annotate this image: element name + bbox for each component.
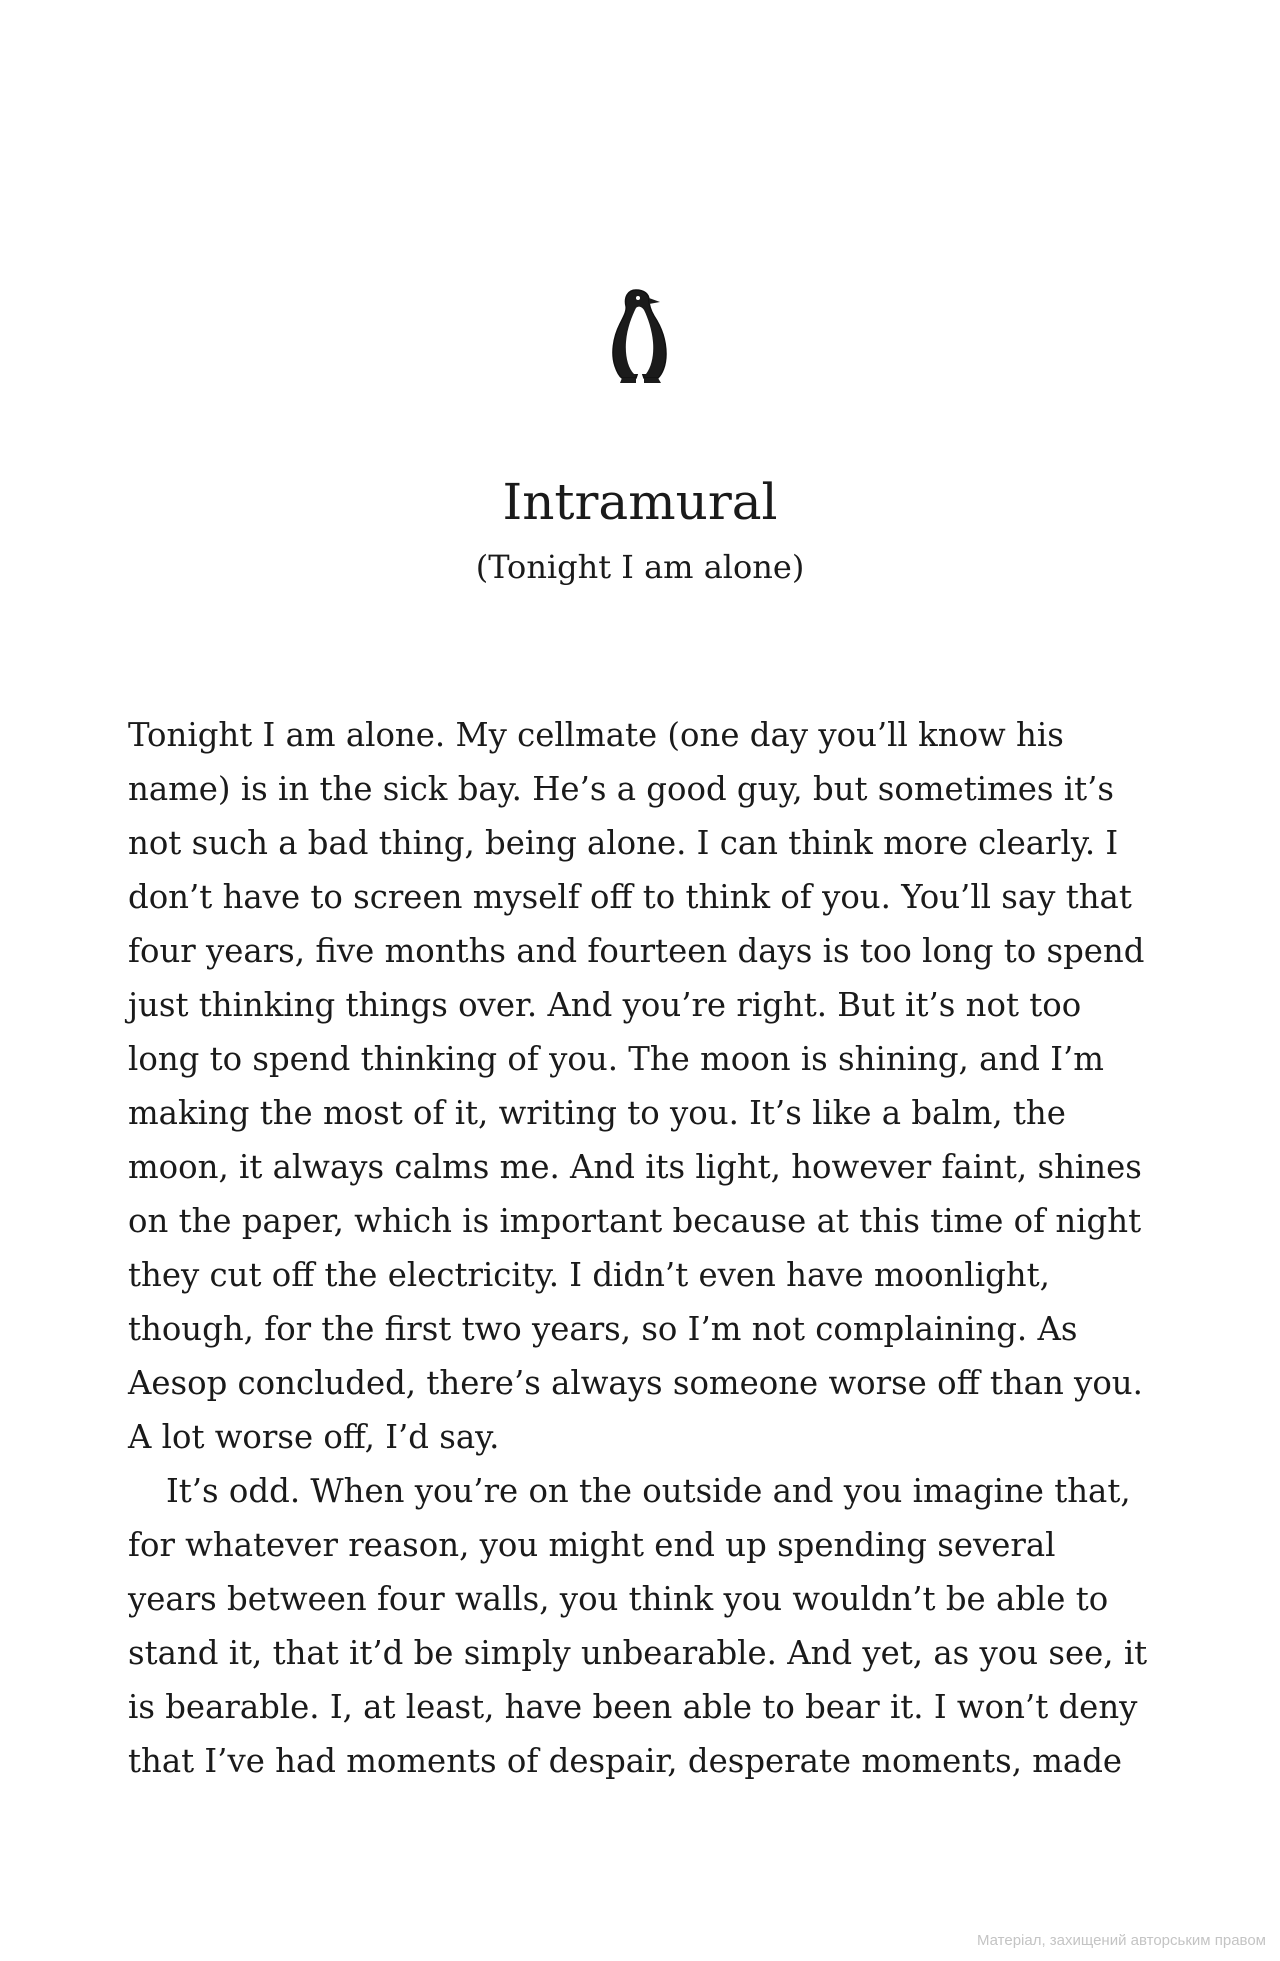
body-text [128, 708, 1158, 1788]
chapter-title: Intramural [502, 473, 778, 531]
text-line: stand it, that it’d be simply unbearable. And yet, as you see, it [128, 1634, 1148, 1672]
text-line: for whatever reason, you might end up spending several [128, 1526, 1056, 1564]
text-line: on the paper, which is important because at this time of night [128, 1202, 1142, 1240]
text-line: long to spend thinking of you. The moon is shining, and I’m [128, 1040, 1104, 1078]
paragraph [128, 708, 1158, 1464]
text-line: just thinking things over. And you’re right. But it’s not too [128, 986, 1082, 1024]
text-line: Aesop concluded, there’s always someone worse off than you. [128, 1364, 1143, 1402]
copyright-watermark: Матеріал, захищений авторським правом [976, 1932, 1266, 1949]
text-line: A lot worse off, I’d say. [128, 1418, 500, 1456]
text-line: is bearable. I, at least, have been able to bear it. I won’t deny [128, 1688, 1138, 1726]
text-line: they cut off the electricity. I didn’t even have moonlight, [128, 1256, 1050, 1294]
paragraph [128, 1464, 1158, 1788]
text-line: don’t have to screen myself off to think of you. You’ll say that [128, 878, 1132, 916]
penguin-logo-icon [606, 286, 674, 388]
text-line: Tonight I am alone. My cellmate (one day you’ll know his [128, 716, 1064, 754]
text-line: though, for the first two years, so I’m not complaining. As [128, 1310, 1078, 1348]
text-line: making the most of it, writing to you. It’s like a balm, the [128, 1094, 1066, 1132]
text-line: It’s odd. When you’re on the outside and you imagine that, [166, 1472, 1131, 1510]
text-line: moon, it always calms me. And its light, however faint, shines [128, 1148, 1142, 1186]
text-line: not such a bad thing, being alone. I can think more clearly. I [128, 824, 1119, 862]
text-line: name) is in the sick bay. He’s a good guy, but sometimes it’s [128, 770, 1114, 808]
chapter-subtitle: (Tonight I am alone) [475, 548, 805, 586]
text-line: four years, five months and fourteen days is too long to spend [128, 932, 1145, 970]
text-line: years between four walls, you think you wouldn’t be able to [128, 1580, 1109, 1618]
text-line: that I’ve had moments of despair, desperate moments, made [128, 1742, 1123, 1780]
